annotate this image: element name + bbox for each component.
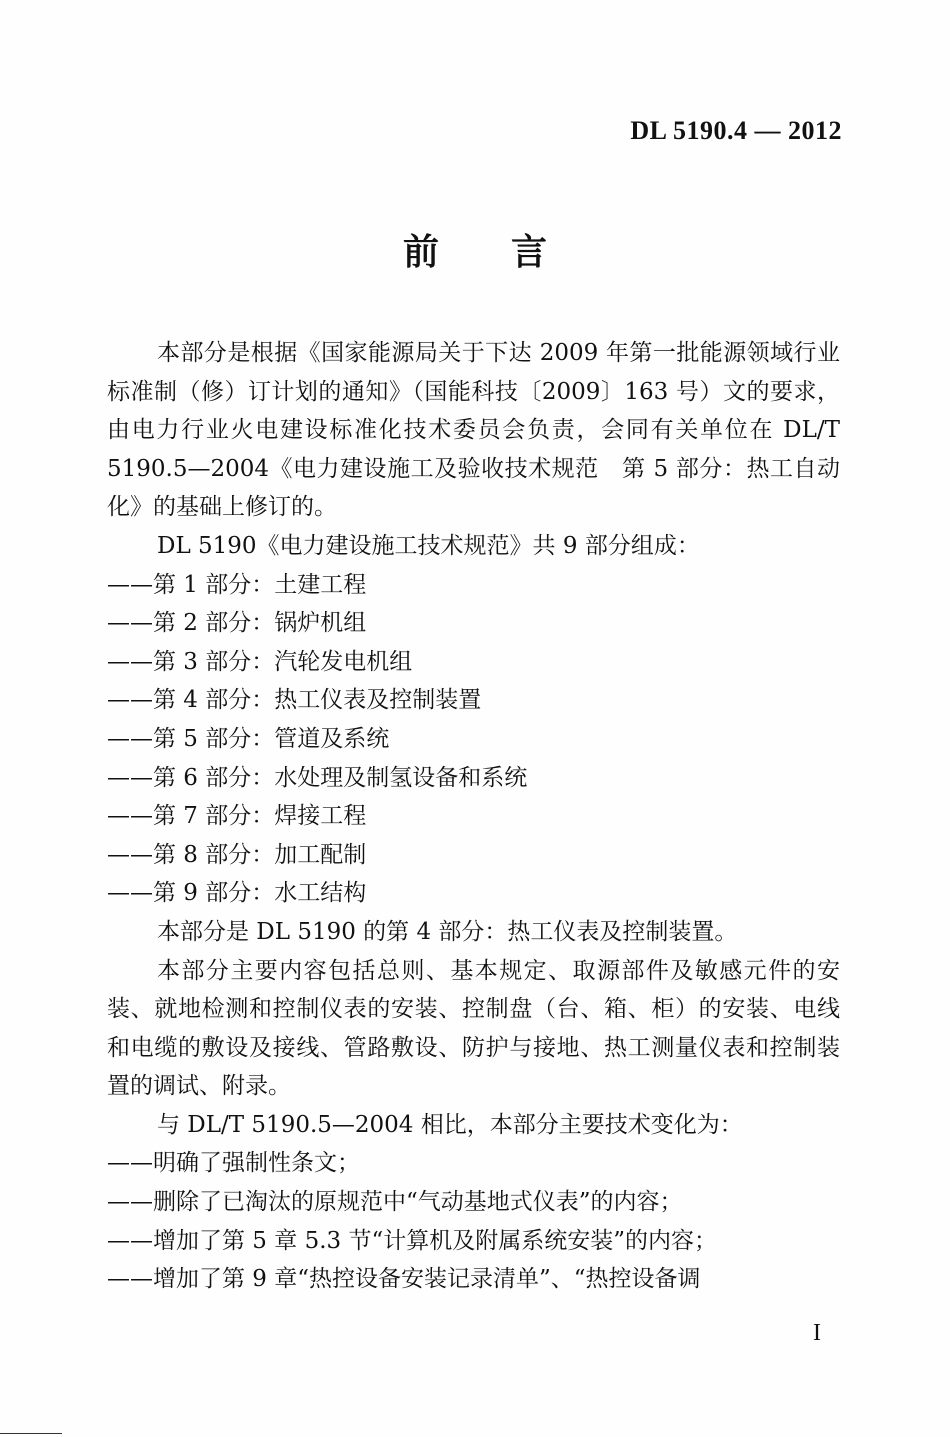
list-item: ——第 5 部分：管道及系统	[107, 725, 390, 752]
list-item: ——第 4 部分：热工仪表及控制装置	[107, 687, 482, 714]
paragraph-composition: DL 5190《电力建设施工技术规范》共 9 部分组成：	[157, 532, 700, 559]
standard-number: DL 5190.4 — 2012	[630, 116, 842, 145]
list-item: ——第 3 部分：汽轮发电机组	[107, 648, 413, 675]
list-item: ——第 1 部分：土建工程	[107, 571, 367, 598]
list-item: ——删除了已淘汰的原规范中“气动基地式仪表”的内容；	[107, 1189, 683, 1216]
page-title: 前言	[402, 231, 619, 273]
list-item: ——第 8 部分：加工配制	[107, 841, 367, 868]
changes-list	[107, 1144, 840, 1298]
list-item: ——明确了强制性条文；	[107, 1150, 360, 1177]
list-item: ——增加了第 9 章“热控设备安装记录清单”、“热控设备调	[107, 1266, 701, 1293]
paragraph-changes-intro: 与 DL/T 5190.5—2004 相比，本部分主要技术变化为：	[157, 1111, 743, 1138]
page-number: I	[813, 1320, 821, 1346]
list-item: ——第 6 部分：水处理及制氢设备和系统	[107, 764, 528, 791]
list-item: ——增加了第 5 章 5.3 节“计算机及附属系统安装”的内容；	[107, 1227, 717, 1254]
scan-edge-line	[0, 1433, 62, 1434]
document-body	[107, 334, 840, 1299]
list-item: ——第 7 部分：焊接工程	[107, 803, 367, 830]
list-item: ——第 9 部分：水工结构	[107, 880, 367, 907]
paragraph-this-part: 本部分是 DL 5190 的第 4 部分：热工仪表及控制装置。	[157, 918, 738, 945]
paragraph-origin: 本部分是根据《国家能源局关于下达 2009 年第一批能源领域行业标准制（修）订计划的通知》（国能科技〔2009〕163 号）文的要求，由电力行业火电建设标准化技术委员会负责，会同有关单位在 DL/T 5190.5—2004《电力建设施工及验收技术规范 第 5 部分：热工自动化》的基础上修订的。	[107, 340, 840, 521]
parts-list	[107, 566, 840, 913]
list-item: ——第 2 部分：锅炉机组	[107, 610, 367, 637]
paragraph-contents: 本部分主要内容包括总则、基本规定、取源部件及敏感元件的安装、就地检测和控制仪表的安装、控制盘（台、箱、柜）的安装、电线和电缆的敷设及接线、管路敷设、防护与接地、热工测量仪表和控制装置的调试、附录。	[107, 957, 840, 1100]
